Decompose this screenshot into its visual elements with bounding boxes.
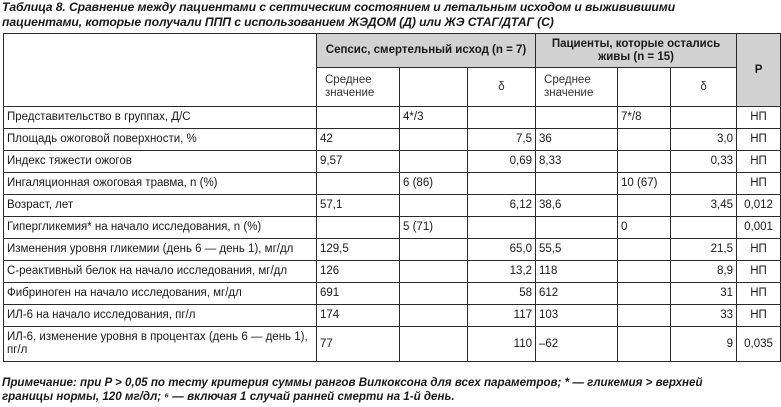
- group1-mean-cell: 42: [317, 129, 400, 151]
- param-cell: Фибриноген на начало исследования, мг/дл: [4, 283, 317, 305]
- group1-delta-cell: 7,5: [468, 129, 536, 151]
- group2-delta-cell: 8,9: [671, 261, 737, 283]
- group2-count-header: [618, 68, 671, 107]
- table-row: [4, 283, 781, 305]
- p-header: P: [737, 34, 781, 107]
- group2-delta-cell: [671, 173, 737, 195]
- p-value-cell: 0,001: [737, 217, 781, 239]
- param-cell: Представительство в группах, Д/С: [4, 107, 317, 129]
- group1-count-cell: [400, 239, 468, 261]
- group2-mean-cell: 8,33: [536, 151, 618, 173]
- group1-mean-cell: 57,1: [317, 195, 400, 217]
- p-value-cell: НП: [737, 151, 781, 173]
- p-value-cell: НП: [737, 173, 781, 195]
- group1-delta-header: δ: [468, 68, 536, 107]
- group2-mean-cell: [536, 107, 618, 129]
- param-cell: Ингаляционная ожоговая травма, n (%): [4, 173, 317, 195]
- group1-mean-header: Среднее значение: [317, 68, 400, 107]
- group2-delta-cell: 3,45: [671, 195, 737, 217]
- group2-mean-cell: 55,5: [536, 239, 618, 261]
- param-cell: Площадь ожоговой поверхности, %: [4, 129, 317, 151]
- group1-mean-cell: [317, 217, 400, 239]
- table-note: Примечание: при P > 0,05 по тесту критерия суммы рангов Вилкоксона для всех параметров; * — гликемия > верхней границы нормы, 120 мг/дл; ⁶ — включая 1 случай ранней смерти на 1-й день.: [2, 376, 703, 403]
- p-value-cell: НП: [737, 305, 781, 327]
- data-table: [3, 33, 781, 362]
- group1-count-cell: [400, 327, 468, 362]
- group1-count-cell: [400, 261, 468, 283]
- group2-delta-cell: [671, 217, 737, 239]
- group1-mean-cell: [317, 107, 400, 129]
- table-caption: Таблица 8. Сравнение между пациентами с септическим состоянием и летальным исходом и выживившими пациентами, которые получали ППП с использованием ЖЭДОМ (Д) или ЖЭ СТАГ/ДТАГ (С): [2, 0, 676, 29]
- group2-count-cell: [618, 195, 671, 217]
- param-cell: Индекс тяжести ожогов: [4, 151, 317, 173]
- p-value-cell: 0,035: [737, 327, 781, 362]
- group2-mean-cell: [536, 173, 618, 195]
- group2-mean-header: Среднее значение: [536, 68, 618, 107]
- group1-mean-cell: 9,57: [317, 151, 400, 173]
- group2-count-cell: [618, 283, 671, 305]
- group2-delta-header: δ: [671, 68, 737, 107]
- group2-count-cell: 7*/8: [618, 107, 671, 129]
- group2-count-cell: [618, 129, 671, 151]
- group2-delta-cell: 3,0: [671, 129, 737, 151]
- group1-mean-cell: 174: [317, 305, 400, 327]
- group1-mean-cell: [317, 173, 400, 195]
- group2-delta-cell: [671, 107, 737, 129]
- group2-delta-cell: 21,5: [671, 239, 737, 261]
- group1-mean-cell: 77: [317, 327, 400, 362]
- param-cell: С-реактивный белок на начало исследования, мг/дл: [4, 261, 317, 283]
- group1-delta-cell: 110: [468, 327, 536, 362]
- table-row: [4, 151, 781, 173]
- p-value-cell: НП: [737, 107, 781, 129]
- p-value-cell: НП: [737, 261, 781, 283]
- p-value-cell: НП: [737, 239, 781, 261]
- group1-count-header: [400, 68, 468, 107]
- group2-mean-cell: [536, 217, 618, 239]
- group1-count-cell: [400, 305, 468, 327]
- group2-mean-cell: 103: [536, 305, 618, 327]
- param-cell: Возраст, лет: [4, 195, 317, 217]
- group2-delta-cell: 33: [671, 305, 737, 327]
- group1-count-cell: 4*/3: [400, 107, 468, 129]
- group2-count-cell: [618, 261, 671, 283]
- group1-delta-cell: 58: [468, 283, 536, 305]
- group1-count-cell: [400, 129, 468, 151]
- group2-mean-cell: 118: [536, 261, 618, 283]
- group1-count-cell: 6 (86): [400, 173, 468, 195]
- group2-delta-cell: 9: [671, 327, 737, 362]
- table-row: [4, 195, 781, 217]
- group2-mean-cell: 36: [536, 129, 618, 151]
- param-cell: ИЛ-6 на начало исследования, пг/л: [4, 305, 317, 327]
- param-header: [4, 34, 317, 107]
- param-cell: ИЛ-6, изменение уровня в процентах (день 6 — день 1), пг/л: [4, 327, 317, 362]
- table-row: [4, 305, 781, 327]
- group1-header: Сепсис, смертельный исход (n = 7): [317, 34, 536, 68]
- group1-mean-cell: 129,5: [317, 239, 400, 261]
- table-row: [4, 261, 781, 283]
- group1-count-cell: [400, 283, 468, 305]
- group1-delta-cell: 117: [468, 305, 536, 327]
- group1-mean-cell: 691: [317, 283, 400, 305]
- p-value-cell: 0,012: [737, 195, 781, 217]
- param-cell: Изменения уровня гликемии (день 6 — день 1), мг/дл: [4, 239, 317, 261]
- group1-count-cell: [400, 151, 468, 173]
- group1-delta-cell: 0,69: [468, 151, 536, 173]
- group1-count-cell: 5 (71): [400, 217, 468, 239]
- group2-delta-cell: 31: [671, 283, 737, 305]
- group2-count-cell: 10 (67): [618, 173, 671, 195]
- table-row: [4, 173, 781, 195]
- group1-delta-cell: [468, 173, 536, 195]
- table-row: [4, 327, 781, 362]
- table-row: [4, 129, 781, 151]
- table-row: [4, 107, 781, 129]
- table-row: [4, 239, 781, 261]
- group1-delta-cell: [468, 107, 536, 129]
- group1-mean-cell: 126: [317, 261, 400, 283]
- group2-mean-cell: 612: [536, 283, 618, 305]
- group2-count-cell: [618, 151, 671, 173]
- group2-header: Пациенты, которые остались живы (n = 15): [536, 34, 737, 68]
- group2-count-cell: [618, 327, 671, 362]
- group2-count-cell: 0: [618, 217, 671, 239]
- group1-delta-cell: 13,2: [468, 261, 536, 283]
- group2-mean-cell: –62: [536, 327, 618, 362]
- group2-count-cell: [618, 239, 671, 261]
- p-value-cell: НП: [737, 129, 781, 151]
- group2-mean-cell: 38,6: [536, 195, 618, 217]
- group1-count-cell: [400, 195, 468, 217]
- group1-delta-cell: [468, 217, 536, 239]
- param-cell: Гипергликемия* на начало исследования, n (%): [4, 217, 317, 239]
- group1-delta-cell: 65,0: [468, 239, 536, 261]
- p-value-cell: НП: [737, 283, 781, 305]
- table-row: [4, 217, 781, 239]
- group2-delta-cell: 0,33: [671, 151, 737, 173]
- group2-count-cell: [618, 305, 671, 327]
- group1-delta-cell: 6,12: [468, 195, 536, 217]
